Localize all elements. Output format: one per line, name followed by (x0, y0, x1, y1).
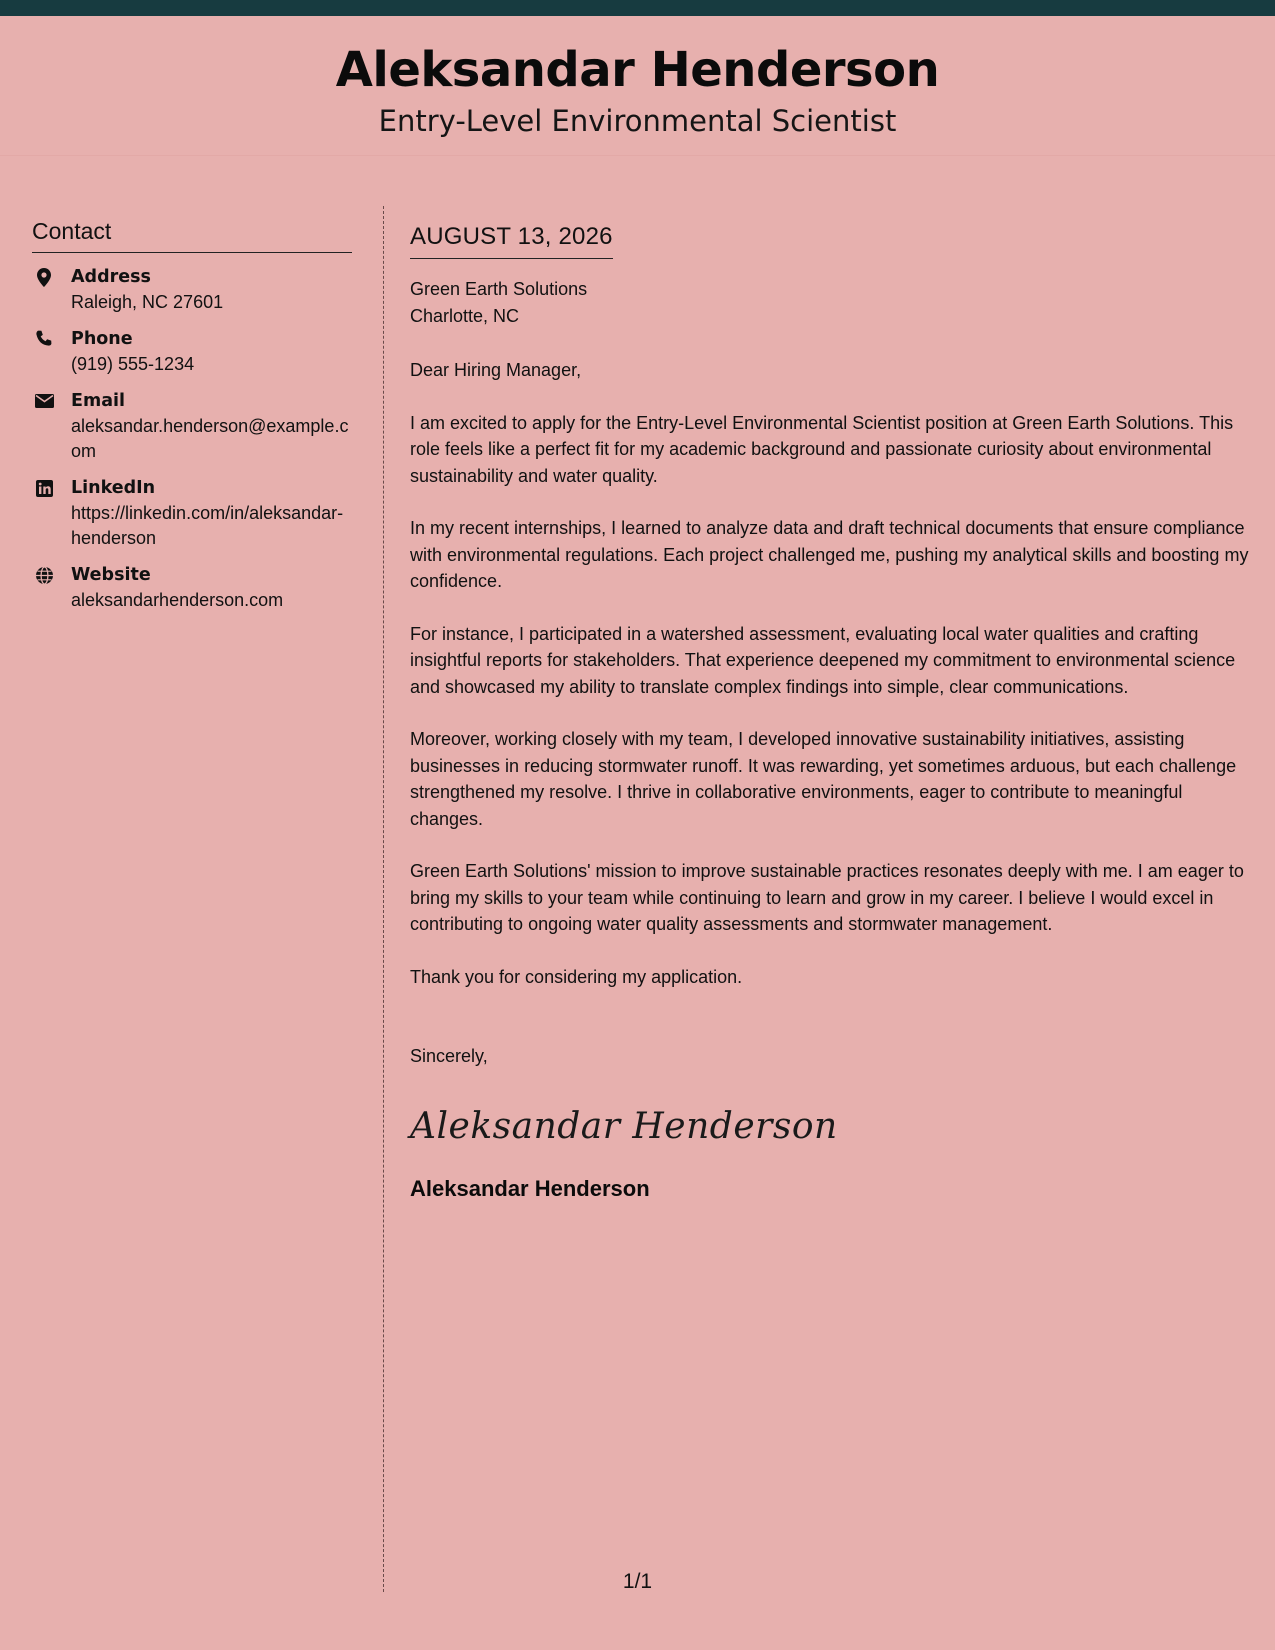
contact-item-linkedin (32, 476, 352, 551)
closing: Sincerely, (410, 1046, 488, 1066)
applicant-name: Aleksandar Henderson (335, 42, 940, 98)
linkedin-icon (34, 478, 54, 498)
contact-item-address (32, 265, 352, 315)
salutation: Dear Hiring Manager, (410, 360, 582, 380)
top-accent-bar (0, 0, 1275, 16)
letter-paragraph: I am excited to apply for the Entry-Level Environmental Scientist position at Green Earth Solutions. This role feels like a perfect fit for my academic background and passionate curiosity about environmental sustainability and water quality. (410, 412, 1234, 486)
contact-value: https://linkedin.com/in/aleksandar-henderson (71, 503, 344, 548)
letter-paragraph: For instance, I participated in a watershed assessment, evaluating local water qualities and crafting insightful reports for stakeholders. That experience deepened my commitment to environmental science and showcased my ability to translate complex findings into simple, clear communications. (410, 623, 1236, 697)
letter-paragraph: Thank you for considering my application. (410, 966, 743, 987)
recipient-block (410, 276, 1250, 329)
contact-item-email (32, 389, 352, 464)
map-pin-icon (34, 267, 54, 287)
contact-item-phone (32, 327, 352, 377)
page-header (0, 16, 1275, 156)
letter-date: AUGUST 13, 2026 (410, 222, 613, 259)
envelope-icon (34, 391, 54, 411)
contact-value: aleksandarhenderson.com (71, 590, 284, 610)
recipient-location: Charlotte, NC (410, 305, 520, 326)
contact-value: (919) 555-1234 (71, 354, 195, 374)
letter-paragraph: Green Earth Solutions' mission to improve sustainable practices resonates deeply with me. I am eager to bring my skills to your team while continuing to learn and grow in my career. I believe I would excel in contributing to ongoing water quality assessments and stormwater management. (410, 861, 1244, 934)
letter-paragraph: Moreover, working closely with my team, I developed innovative sustainability initiatives, assisting businesses in reducing stormwater runoff. It was rewarding, yet sometimes arduous, but each challenge strengthened my resolve. I thrive in collaborative environments, eager to contribute to meaningful changes. (410, 729, 1237, 829)
page-number: 1/1 (622, 1570, 653, 1593)
contact-label: LinkedIn (71, 478, 156, 498)
contact-label: Website (71, 565, 151, 585)
contact-value: Raleigh, NC 27601 (71, 292, 224, 312)
signed-name: Aleksandar Henderson (410, 1175, 650, 1201)
contact-item-website (32, 563, 352, 613)
contact-value: aleksandar.henderson@example.com (71, 416, 349, 461)
phone-icon (34, 329, 54, 349)
contact-sidebar (32, 218, 352, 613)
handwritten-signature: Aleksandar Henderson (410, 1105, 838, 1147)
letter-paragraph: In my recent internships, I learned to analyze data and draft technical documents that ensure compliance with environmental regulations. Each project challenged me, pushing my analytical skills and boosting my confidence. (410, 518, 1249, 591)
contact-label: Address (71, 267, 151, 287)
applicant-job-title: Entry-Level Environmental Scientist (378, 104, 897, 138)
contact-label: Phone (71, 329, 133, 349)
recipient-company: Green Earth Solutions (410, 279, 588, 299)
letter-body (410, 222, 1250, 1204)
contact-section-title: Contact (32, 218, 352, 253)
globe-icon (34, 565, 54, 585)
column-divider (383, 206, 384, 1592)
contact-label: Email (71, 391, 125, 411)
